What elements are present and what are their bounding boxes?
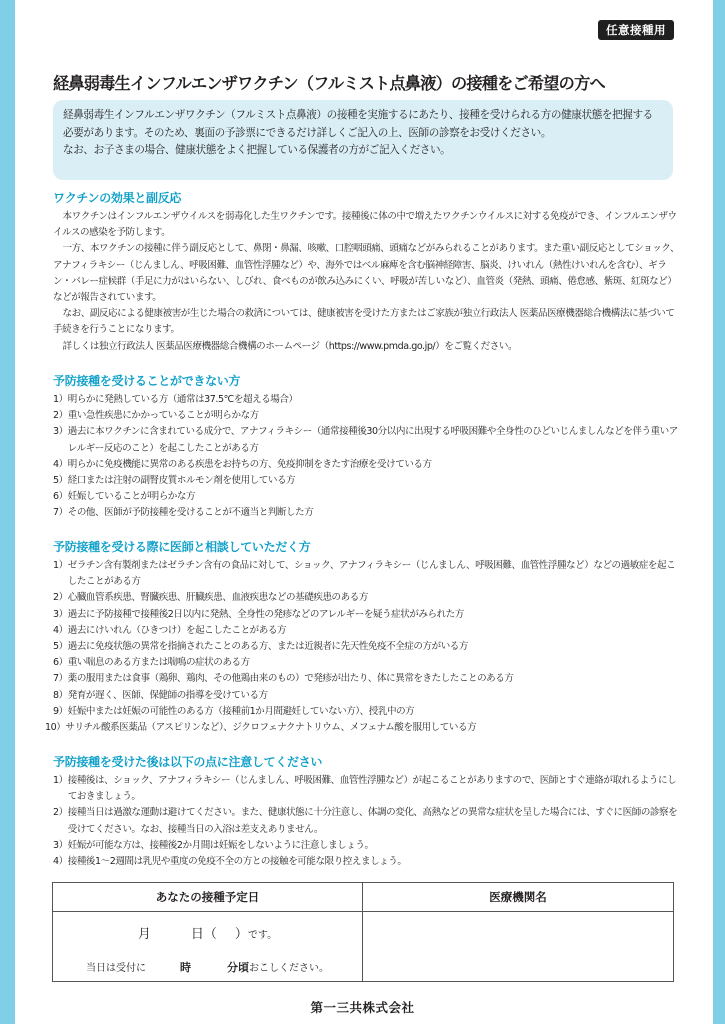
list-item: 2） 接種当日は過激な運動は避けてください。また、健康状態に十分注意し、体調の変化、高熱などの異常な症状を呈した場合には、すぐに医師の診察を受けてください。なお、接種当日の入浴は差支えありません。 xyxy=(53,807,678,835)
minute-label: 分頃 xyxy=(227,961,249,974)
intro-box xyxy=(53,100,673,180)
paragraph: 一方、本ワクチンの接種に伴う副反応として、鼻閉・鼻漏、咳嗽、口腔咽頭痛、頭痛などがみられることがあります。また重い副反応としてショック、アナフィラキシー（じんましん、呼吸困難、血管性浮腫など）や、海外ではベル麻痺を含む脳神経障害、脳炎、けいれん（熱性けいれんを含む）、ギラン・バレー症候群（手足に力がはいらない、しびれ、食べものが飲み込みにくい、呼吸が苦しいなど）、血管炎（発熱、頭痛、倦怠感、紫斑、紅斑など）などが報告されています。 xyxy=(53,243,680,304)
left-edge-bar xyxy=(0,0,15,1024)
list-item: 4） 接種後1～2週間は乳児や重度の免疫不全の方との接触を可能な限り控えましょう。 xyxy=(53,856,407,868)
list-item: 10） サリチル酸系医薬品（アスピリンなど）、ジクロフェナクナトリウム、メフェナム酸を服用している方 xyxy=(45,722,477,734)
section-after-vaccination xyxy=(53,754,681,870)
list-item: 5） 経口または注射の副腎皮質ホルモン剤を使用している方 xyxy=(53,475,296,487)
voluntary-vaccination-tag: 任意接種用 xyxy=(598,20,674,40)
scheduled-date-header: あなたの接種予定日 xyxy=(155,890,260,904)
page-title: 経鼻弱毒生インフルエンザワクチン（フルミスト点鼻液）の接種をご希望の方へ xyxy=(53,74,605,93)
paragraph: 詳しくは独立行政法人 医薬品医療機器総合機構のホームページ（https://www.pmda.go.jp/）をご覧ください。 xyxy=(62,340,518,352)
list-item: 4） 明らかに免疫機能に異常のある疾患をお持ちの方、免疫抑制をきたす治療を受けている方 xyxy=(53,458,432,470)
list-item: 2） 心臓血管系疾患、腎臓疾患、肝臓疾患、血液疾患などの基礎疾患のある方 xyxy=(53,592,368,604)
paragraph: 本ワクチンはインフルエンザウイルスを弱毒化した生ワクチンです。接種後に体の中で増えたワクチンウイルスに対する免疫ができ、インフルエンザウイルスの感染を予防します。 xyxy=(53,211,677,239)
list-item: 3） 妊娠が可能な方は、接種後2か月間は妊娠をしないように注意しましょう。 xyxy=(53,839,374,851)
list-item: 3） 過去に本ワクチンに含まれている成分で、アナフィラキシー（通常接種後30分以内に出現する呼吸困難や全身性のひどいじんましんなどを伴う重いアレルギー反応のこと）を起こしたことがある方 xyxy=(53,426,678,454)
right-edge-bar xyxy=(713,0,725,1024)
section-cannot-receive xyxy=(53,373,681,522)
month-label: 月 xyxy=(137,927,151,942)
list-item: 9） 妊娠中または妊娠の可能性のある方（接種前1か月間避妊していない方）、授乳中の方 xyxy=(53,705,415,717)
medical-institution-header: 医療機関名 xyxy=(489,890,547,904)
list-item: 8） 発育が遅く、医師、保健師の指導を受けている方 xyxy=(53,689,268,701)
list-item: 2） 重い急性疾患にかかっていることが明らかな方 xyxy=(53,410,259,422)
list-item: 1） 接種後は、ショック、アナフィラキシー（じんましん、呼吸困難、血管性浮腫など）が起こることがありますので、医師とすぐ連絡が取れるようにしておきましょう。 xyxy=(53,775,677,803)
intro-paragraph: なお、お子さまの場合、健康状態をよく把握している保護者の方がご記入ください。 xyxy=(63,144,451,157)
day-label: 日（ xyxy=(190,927,217,942)
list-item: 3） 過去に予防接種で接種後2日以内に発熱、全身性の発疹などのアレルギーを疑う症状がみられた方 xyxy=(53,608,464,620)
paren-close: ） xyxy=(234,927,248,942)
list-item: 6） 重い喘息のある方または喘鳴の症状のある方 xyxy=(53,657,250,669)
company-name: 第一三共株式会社 xyxy=(310,1000,415,1015)
section-title: 予防接種を受けることができない方 xyxy=(53,374,241,388)
section-title: 予防接種を受けた後は以下の点に注意してください xyxy=(53,755,323,769)
reception-prefix: 当日は受付に xyxy=(86,963,146,974)
list-item: 7） その他、医師が予防接種を受けることが不適当と判断した方 xyxy=(53,507,314,519)
section-vaccine-effects xyxy=(53,190,681,355)
list-item: 1） ゼラチン含有製剤またはゼラチン含有の食品に対して、ショック、アナフィラキシー（じんましん、呼吸困難、血管性浮腫など）などの過敏症を起こしたことがある方 xyxy=(53,560,676,588)
section-title: 予防接種を受ける際に医師と相談していただく方 xyxy=(53,540,311,554)
desu-label: です。 xyxy=(247,930,278,941)
list-item: 5） 過去に免疫状態の異常を指摘されたことのある方、または近親者に先天性免疫不全症の方がいる方 xyxy=(53,641,468,653)
intro-paragraph: 経鼻弱毒生インフルエンザワクチン（フルミスト点鼻液）の接種を実施するにあたり、接種を受けられる方の健康状態を把握する必要があります。そのため、裏面の予診票にできるだけ詳しくご記入の上、医師の診察をお受けください。 xyxy=(63,109,653,139)
list-item: 4） 過去にけいれん（ひきつけ）を起こしたことがある方 xyxy=(53,624,287,636)
list-item: 1） 明らかに発熱している方（通常は37.5℃を超える場合） xyxy=(53,394,298,405)
section-title: ワクチンの効果と副反応 xyxy=(53,191,182,205)
table-divider xyxy=(53,911,673,912)
appointment-table xyxy=(52,882,674,982)
hour-label: 時 xyxy=(180,961,191,974)
reception-time-field[interactable] xyxy=(53,959,362,975)
list-item: 7） 薬の服用または食事（鶏卵、鶏肉、その他鶏由来のもの）で発疹が出たり、体に異常をきたしたことのある方 xyxy=(53,673,514,685)
scheduled-date-field[interactable] xyxy=(53,923,362,942)
list-item: 6） 妊娠していることが明らかな方 xyxy=(53,491,196,503)
paragraph: なお、副反応による健康被害が生じた場合の救済については、健康被害を受けた方またはご家族が独立行政法人 医薬品医療機器総合機構法に基づいて手続きを行うことになります。 xyxy=(53,308,675,336)
section-consult-doctor xyxy=(45,539,681,736)
reception-suffix: おこしください。 xyxy=(249,963,329,974)
